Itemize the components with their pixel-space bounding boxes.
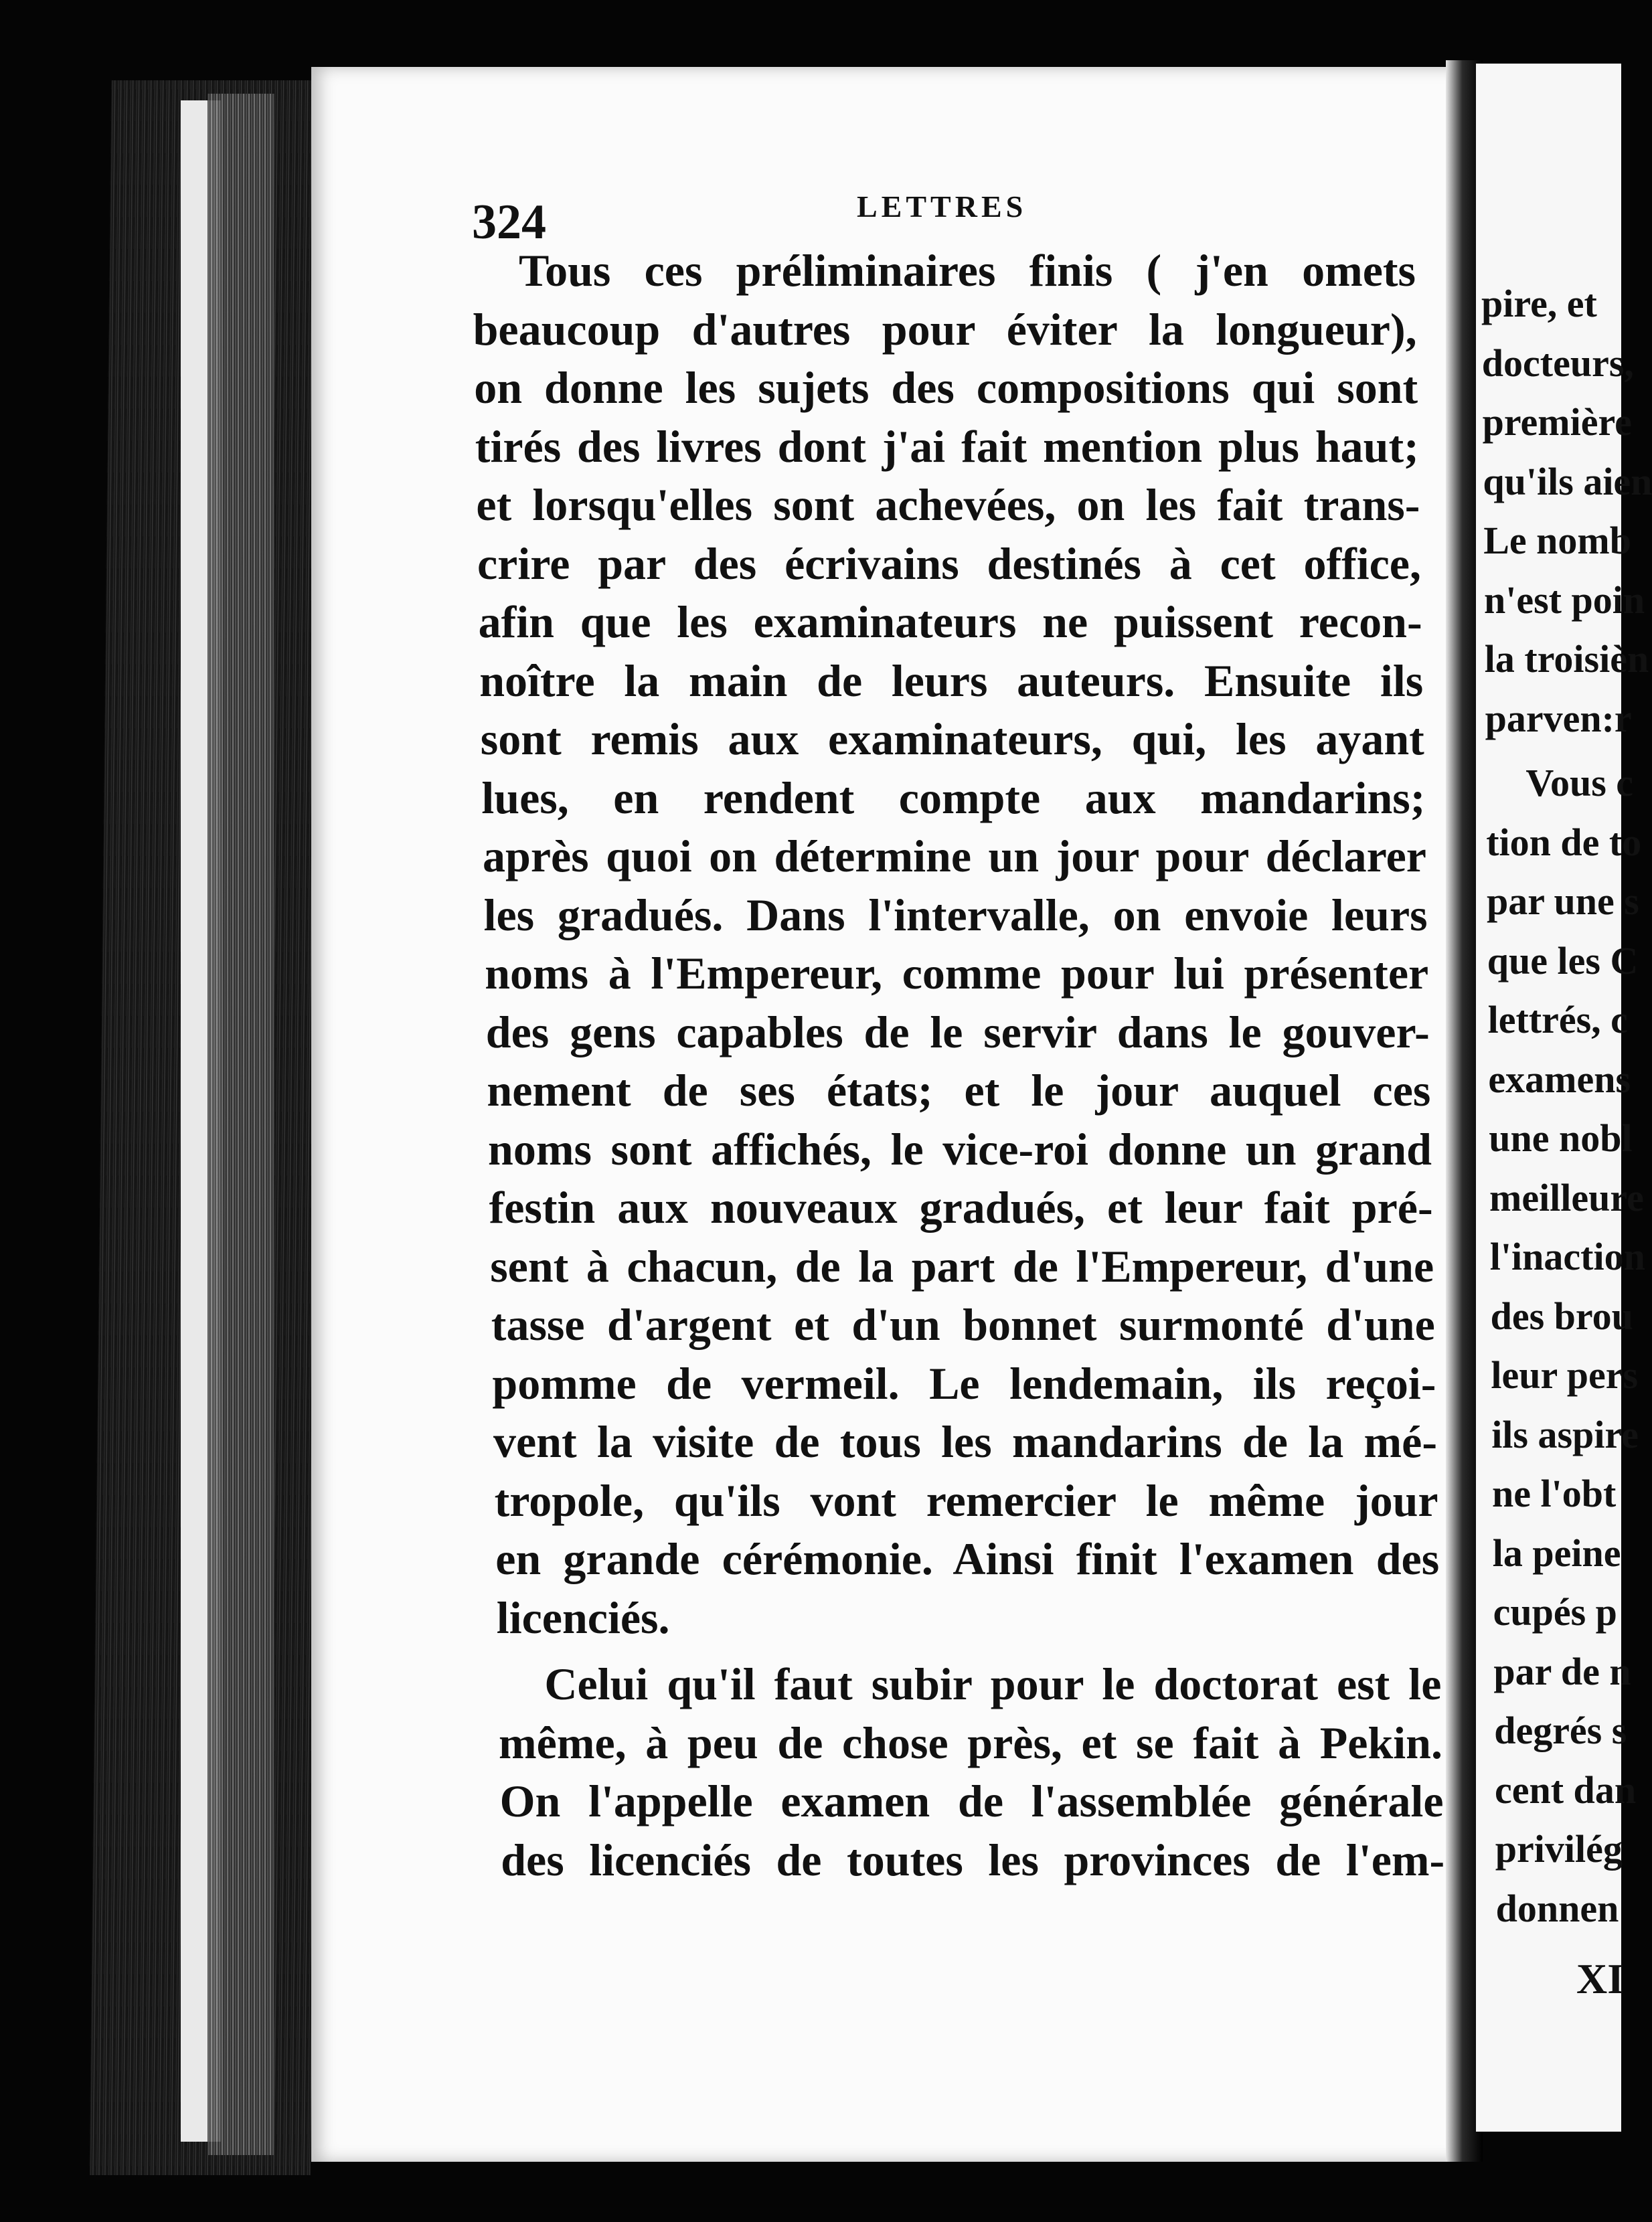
text-line: beaucoup d'autres pour éviter la longueur), (473, 303, 1417, 355)
right-text-line: par une s (1487, 879, 1639, 923)
right-text-line: docteurs, (1481, 341, 1634, 385)
right-text-line: la troisièn (1484, 637, 1649, 681)
page-number: 324 (472, 195, 546, 250)
right-text-line: tion de to (1486, 820, 1642, 864)
right-text-line: cent dan (1495, 1768, 1637, 1812)
text-line: Tous ces préliminaires finis ( j'en omets (519, 245, 1416, 296)
right-text-line: Vous c (1525, 761, 1634, 804)
text-line: tropole, qu'ils vont remercier le même jour (494, 1474, 1438, 1526)
right-text-line: ils aspire (1491, 1412, 1639, 1456)
right-text-line: ne l'obt (1492, 1472, 1617, 1515)
text-line: noms sont affichés, le vice-roi donne un grand (488, 1123, 1432, 1175)
text-line: vent la visite de tous les mandarins de la mé- (493, 1416, 1437, 1467)
right-page-footer-mark: XI (1576, 1955, 1625, 2002)
text-line: même, à peu de chose près, et se fait à Pekin. (499, 1717, 1442, 1768)
right-text-line: par de n (1493, 1649, 1631, 1693)
right-text-line: Le nomb (1483, 519, 1631, 562)
right-text-line: meilleure (1489, 1175, 1644, 1219)
text-line: nement de ses états; et le jour auquel ces (487, 1065, 1431, 1116)
right-text-line: première (1482, 400, 1632, 444)
right-text-line: n'est poin (1484, 578, 1645, 622)
text-line: festin aux nouveaux gradués, et leur fait pré- (489, 1182, 1433, 1233)
right-text-line: lettrés, c (1487, 998, 1628, 1041)
text-line: lues, en rendent compte aux mandarins; (481, 772, 1426, 823)
text-line: Celui qu'il faut subir pour le doctorat est le (544, 1658, 1442, 1709)
text-line: on donne les sujets des compositions qui sont (474, 362, 1418, 413)
running-head: LETTRES (857, 189, 1027, 224)
text-line: sent à chacun, de la part de l'Empereur, d'une (490, 1240, 1434, 1292)
text-line: licenciés. (496, 1592, 670, 1643)
text-line: les gradués. Dans l'intervalle, on envoie leurs (483, 889, 1428, 940)
right-text-line: pire, et (1481, 282, 1597, 325)
right-text-line: examens (1488, 1057, 1631, 1101)
right-text-line: une nobl (1489, 1116, 1633, 1160)
right-text-line: l'inaction (1489, 1235, 1645, 1278)
right-text-line: donnen (1495, 1886, 1619, 1930)
text-line: tirés des livres dont j'ai fait mention plus haut; (475, 420, 1419, 472)
right-text-line: leur pers (1491, 1353, 1639, 1397)
right-text-line: privilég (1495, 1827, 1623, 1871)
text-line: afin que les examinateurs ne puissent recon- (478, 596, 1422, 647)
text-line: noms à l'Empereur, comme pour lui présenter (485, 948, 1429, 999)
right-text-line: que les C (1487, 938, 1639, 982)
text-line: noître la main de leurs auteurs. Ensuite ils (479, 655, 1424, 706)
text-line: pomme de vermeil. Le lendemain, ils reçoi- (492, 1357, 1436, 1409)
text-line: crire par des écrivains destinés à cet office, (477, 537, 1421, 589)
text-line: après quoi on détermine un jour pour déclarer (483, 831, 1426, 881)
right-text-line: la peine (1492, 1531, 1621, 1575)
text-line: sont remis aux examinateurs, qui, les ayant (480, 713, 1424, 764)
page-edges-light (208, 94, 274, 2155)
text-line: et lorsqu'elles sont achevées, on les fait trans- (476, 479, 1420, 530)
right-text-line: degrés s (1494, 1709, 1627, 1752)
right-text-line: cupés p (1493, 1590, 1617, 1634)
text-line: tasse d'argent et d'un bonnet surmonté d'une (491, 1299, 1435, 1350)
right-text-line: parven:r (1485, 696, 1632, 740)
right-page (1476, 64, 1652, 2132)
text-line: des licenciés de toutes les provinces de l'em- (501, 1834, 1445, 1885)
right-text-line: des brou (1490, 1294, 1633, 1338)
text-line: en grande cérémonie. Ainsi finit l'examen des (495, 1533, 1440, 1584)
text-line: des gens capables de le servir dans le gouver- (485, 1006, 1430, 1057)
text-line: On l'appelle examen de l'assemblée générale (499, 1776, 1444, 1826)
right-text-line: qu'ils aien (1483, 459, 1652, 503)
